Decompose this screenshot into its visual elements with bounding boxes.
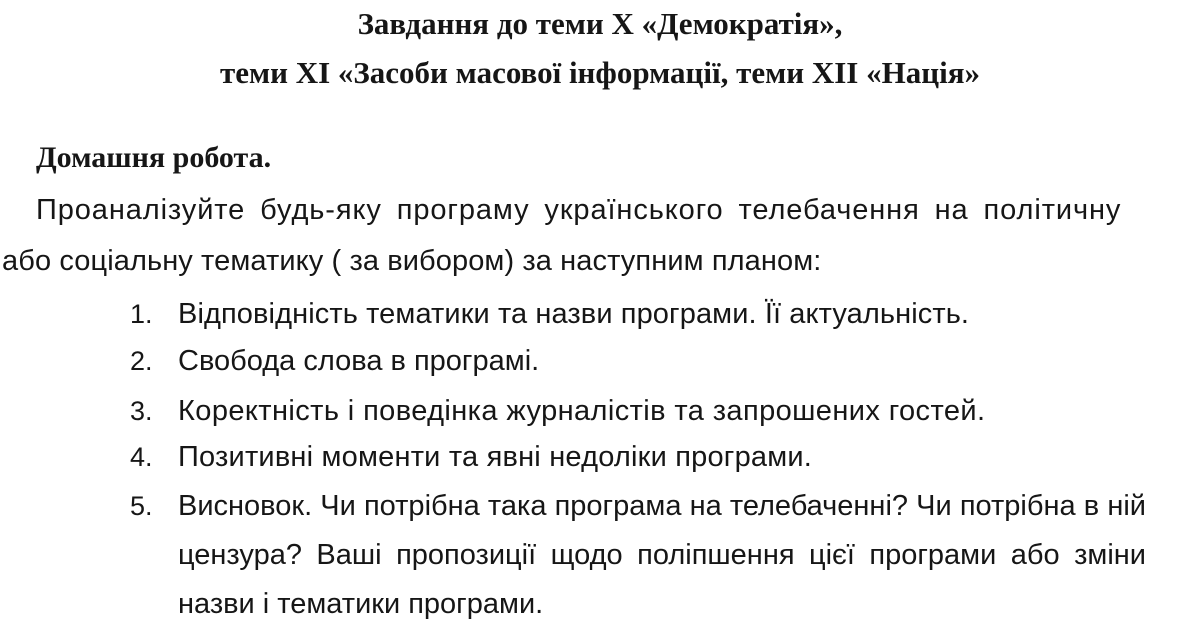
document-title-line-2: теми XI «Засоби масової інформації, теми XII «Нація»: [220, 55, 980, 90]
document-title-line-1: Завдання до теми X «Демократія»,: [357, 6, 843, 41]
plan-item-text: Позитивні моменти та явні недоліки програми.: [178, 441, 813, 473]
plan-item: [130, 433, 812, 481]
plan-item-text: Відповідність тематики та назви програми. Її актуальність.: [178, 298, 970, 330]
plan-item-text: Свобода слова в програмі.: [178, 345, 540, 377]
plan-item-number: 5.: [130, 491, 153, 521]
plan-item: [130, 387, 985, 435]
plan-item-text: Коректність і поведінка журналістів та запрошених гостей.: [178, 395, 986, 427]
plan-item-number: 3.: [130, 396, 153, 426]
intro-paragraph-line-1: Проаналізуйте будь-яку програму українського телебачення на політичну: [36, 194, 1122, 226]
intro-paragraph-line-2: або соціальну тематику ( за вибором) за наступним планом:: [2, 245, 822, 277]
plan-item: [130, 337, 539, 385]
plan-item-number: 2.: [130, 346, 153, 376]
section-heading: Домашня робота.: [36, 141, 272, 174]
plan-item-number: 4.: [130, 442, 153, 472]
plan-item-number: 1.: [130, 299, 153, 329]
plan-item: [130, 482, 1146, 629]
plan-item: [130, 290, 969, 338]
plan-item-text: Висновок. Чи потрібна така програма на телебаченні? Чи потрібна в ній цензура? Ваші пропозиції щодо поліпшення цієї програми або зміни назви і тематики програми.: [178, 490, 1146, 620]
